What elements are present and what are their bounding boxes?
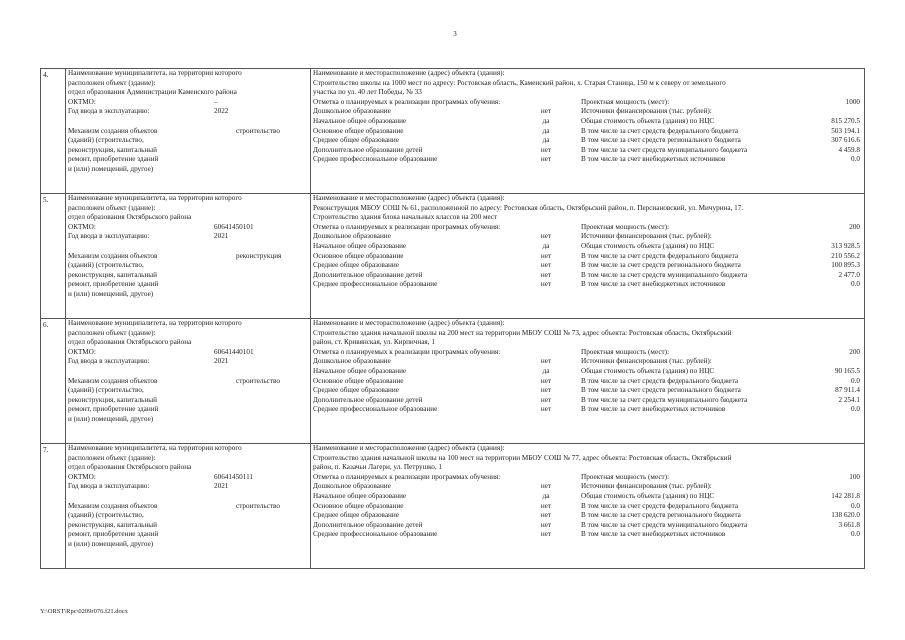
mechanism-label: (зданий) (строительство, xyxy=(68,136,144,145)
info-line xyxy=(66,415,310,425)
info-line xyxy=(66,232,310,242)
info-line xyxy=(66,252,310,262)
municipal-budget-label: В том числе за счет средств муниципального бюджета xyxy=(581,270,748,279)
address-title xyxy=(311,444,864,454)
program-line xyxy=(311,367,864,377)
regional-budget-label: В том числе за счет средств регионального бюджета xyxy=(581,261,741,270)
info-line xyxy=(66,530,310,540)
capacity-value: 200 xyxy=(849,222,860,231)
funding-label-label: Источники финансирования (тыс. рублей): xyxy=(581,232,712,241)
program-line xyxy=(311,271,864,281)
federal-budget-label: В том числе за счет средств федерального бюджета xyxy=(581,251,739,260)
info-line xyxy=(66,377,310,387)
table-row xyxy=(41,194,865,319)
objects-table xyxy=(40,68,865,569)
program-line xyxy=(311,155,864,165)
info-line xyxy=(66,482,310,492)
program-flag: нет xyxy=(540,405,552,414)
total-cost-label: Общая стоимость объекта (здания) по НЦС xyxy=(581,116,715,125)
education-level: Начальное общее образование xyxy=(313,491,407,500)
extrabudgetary-value: 0.0 xyxy=(851,155,860,164)
regional-budget-value: 100 895.3 xyxy=(831,261,860,270)
program-flag: да xyxy=(542,366,550,375)
program-flag: нет xyxy=(540,501,552,510)
education-level: Начальное общее образование xyxy=(313,366,407,375)
municipality-value: отдел образования Октябрьского района xyxy=(68,338,192,347)
oktmo-value: – xyxy=(214,97,218,106)
address-title xyxy=(311,194,864,204)
education-level: Дошкольное образование xyxy=(313,482,391,491)
education-level: Начальное общее образование xyxy=(313,241,407,250)
program-line xyxy=(311,261,864,271)
oktmo-value: 60641450111 xyxy=(214,472,253,481)
extrabudgetary-value: 0.0 xyxy=(851,405,860,414)
mechanism-label: Механизм создания объектов xyxy=(68,251,158,260)
program-line xyxy=(311,146,864,156)
info-line xyxy=(66,127,310,137)
program-line xyxy=(311,252,864,262)
program-line xyxy=(311,136,864,146)
program-line xyxy=(311,530,864,540)
info-line xyxy=(66,386,310,396)
info-line xyxy=(66,88,310,98)
info-line xyxy=(66,367,310,377)
programs-header xyxy=(311,348,864,358)
total-cost-value: 90 165.5 xyxy=(834,366,860,375)
education-level: Дополнительное образование детей xyxy=(313,145,423,154)
info-line xyxy=(66,473,310,483)
education-level: Дошкольное образование xyxy=(313,357,391,366)
education-level: Дополнительное образование детей xyxy=(313,395,423,404)
capacity-label: Проектная мощность (мест): xyxy=(581,222,670,231)
info-line xyxy=(66,290,310,300)
municipality-label: расположен объект (здание): xyxy=(68,78,156,87)
program-line xyxy=(311,377,864,387)
address-text: Строительство школы на 1000 мест по адресу: Ростовская область, Каменский район, х. Старая Станица, 150 м к северу от земельного xyxy=(313,78,726,87)
info-line xyxy=(66,146,310,156)
education-level: Дополнительное образование детей xyxy=(313,520,423,529)
address-label: Наименование и месторасположение (адрес) объекта (здания): xyxy=(313,69,505,77)
program-line xyxy=(311,521,864,531)
programs-header xyxy=(311,98,864,108)
info-line xyxy=(66,319,310,329)
municipality-label: Наименование муниципалитета, на территории которого xyxy=(68,444,242,452)
address-text: Строительство здания блока начальных классов на 200 мест xyxy=(313,213,498,222)
program-flag: нет xyxy=(540,270,552,279)
federal-budget-value: 210 556.2 xyxy=(831,251,860,260)
info-line xyxy=(66,454,310,464)
mechanism-label: ремонт, приобретение зданий xyxy=(68,155,159,164)
info-line xyxy=(66,155,310,165)
education-level: Дошкольное образование xyxy=(313,232,391,241)
mechanism-label: и (или) помещений, другое) xyxy=(68,164,154,173)
row-number: 7. xyxy=(41,444,66,569)
program-flag: нет xyxy=(540,155,552,164)
address-label: Наименование и месторасположение (адрес) объекта (здания): xyxy=(313,444,505,452)
mechanism-value: реконструкция xyxy=(236,251,282,260)
info-line xyxy=(66,444,310,454)
program-line xyxy=(311,232,864,242)
total-cost-value: 313 928.5 xyxy=(831,241,860,250)
federal-budget-value: 503 194.1 xyxy=(831,126,860,135)
mechanism-label: и (или) помещений, другое) xyxy=(68,539,154,548)
program-line xyxy=(311,405,864,415)
programs-header xyxy=(311,473,864,483)
municipality-label: расположен объект (здание): xyxy=(68,453,156,462)
mechanism-value: строительство xyxy=(236,126,280,135)
extrabudgetary-label: В том числе за счет внебюджетных источников xyxy=(581,155,726,164)
mechanism-label: и (или) помещений, другое) xyxy=(68,414,154,423)
education-level: Дополнительное образование детей xyxy=(313,270,423,279)
municipality-value: отдел образования Администрации Каменского района xyxy=(68,88,237,97)
total-cost-label: Общая стоимость объекта (здания) по НЦС xyxy=(581,491,715,500)
education-level: Среднее общее образование xyxy=(313,511,399,520)
mechanism-label: реконструкция, капитальный xyxy=(68,145,157,154)
municipal-budget-value: 4 459.8 xyxy=(838,145,860,154)
federal-budget-label: В том числе за счет средств федерального бюджета xyxy=(581,126,739,135)
program-flag: да xyxy=(542,136,550,145)
info-line xyxy=(66,357,310,367)
programs-header xyxy=(311,223,864,233)
program-flag: нет xyxy=(540,520,552,529)
program-line xyxy=(311,357,864,367)
oktmo-value: 60641450101 xyxy=(214,222,254,231)
program-flag: да xyxy=(542,241,550,250)
program-line xyxy=(311,107,864,117)
table-row xyxy=(41,69,865,194)
extrabudgetary-label: В том числе за счет внебюджетных источников xyxy=(581,530,726,539)
address-line xyxy=(311,204,864,214)
table-row xyxy=(41,444,865,569)
mechanism-label: реконструкция, капитальный xyxy=(68,270,157,279)
program-flag: да xyxy=(542,116,550,125)
program-flag: нет xyxy=(540,261,552,270)
address-line xyxy=(311,213,864,223)
object-details-cell xyxy=(311,444,865,569)
object-info-cell xyxy=(66,444,311,569)
object-details-cell xyxy=(311,319,865,444)
mechanism-label: ремонт, приобретение зданий xyxy=(68,405,159,414)
address-text: район, п. Казачьи Лагери, ул. Петрушко, 1 xyxy=(313,463,443,472)
info-line xyxy=(66,348,310,358)
oktmo-label: ОКТМО: xyxy=(68,97,96,106)
mechanism-label: ремонт, приобретение зданий xyxy=(68,280,159,289)
total-cost-label: Общая стоимость объекта (здания) по НЦС xyxy=(581,366,715,375)
federal-budget-value: 0.0 xyxy=(851,376,860,385)
info-line xyxy=(66,521,310,531)
federal-budget-label: В том числе за счет средств федерального бюджета xyxy=(581,501,739,510)
mechanism-label: реконструкция, капитальный xyxy=(68,395,157,404)
program-line xyxy=(311,502,864,512)
address-text: Реконструкция МБОУ СОШ № 61, расположенной по адресу: Ростовская область, Октябрьский район, п. Персиановский, ул. Мичурина, 17. xyxy=(313,203,744,212)
regional-budget-value: 138 620.0 xyxy=(831,511,860,520)
info-line xyxy=(66,261,310,271)
municipality-label: расположен объект (здание): xyxy=(68,328,156,337)
education-level: Основное общее образование xyxy=(313,501,404,510)
address-title xyxy=(311,69,864,79)
total-cost-label: Общая стоимость объекта (здания) по НЦС xyxy=(581,241,715,250)
info-line xyxy=(66,338,310,348)
info-line xyxy=(66,329,310,339)
program-flag: нет xyxy=(540,357,552,366)
total-cost-value: 142 281.8 xyxy=(831,491,860,500)
info-line xyxy=(66,492,310,502)
program-flag: нет xyxy=(540,511,552,520)
program-flag: нет xyxy=(540,386,552,395)
info-line xyxy=(66,463,310,473)
program-line xyxy=(311,492,864,502)
federal-budget-value: 0.0 xyxy=(851,501,860,510)
info-line xyxy=(66,223,310,233)
education-level: Дошкольное образование xyxy=(313,107,391,116)
programs-label: Отметка о планируемых к реализации программах обучения: xyxy=(313,472,501,481)
capacity-label: Проектная мощность (мест): xyxy=(581,347,670,356)
extrabudgetary-label: В том числе за счет внебюджетных источников xyxy=(581,405,726,414)
address-title xyxy=(311,319,864,329)
object-info-cell xyxy=(66,69,311,194)
object-details-cell xyxy=(311,194,865,319)
municipality-value: отдел образования Октябрьского района xyxy=(68,213,192,222)
municipal-budget-label: В том числе за счет средств муниципального бюджета xyxy=(581,145,748,154)
program-flag: да xyxy=(542,491,550,500)
info-line xyxy=(66,396,310,406)
funding-label-label: Источники финансирования (тыс. рублей): xyxy=(581,482,712,491)
program-flag: да xyxy=(542,126,550,135)
year-label: Год ввода в эксплуатацию: xyxy=(68,107,150,116)
file-path-footer: Y:\ORST\Rpc\0209r076.f21.docx xyxy=(40,608,128,615)
info-line xyxy=(66,271,310,281)
info-line xyxy=(66,79,310,89)
capacity-label: Проектная мощность (мест): xyxy=(581,472,670,481)
program-flag: нет xyxy=(540,530,552,539)
extrabudgetary-label: В том числе за счет внебюджетных источников xyxy=(581,280,726,289)
program-flag: нет xyxy=(540,482,552,491)
mechanism-label: ремонт, приобретение зданий xyxy=(68,530,159,539)
capacity-value: 200 xyxy=(849,347,860,356)
program-line xyxy=(311,482,864,492)
info-line xyxy=(66,242,310,252)
program-line xyxy=(311,242,864,252)
oktmo-label: ОКТМО: xyxy=(68,472,96,481)
page-number: 3 xyxy=(453,30,457,38)
program-line xyxy=(311,280,864,290)
info-line xyxy=(66,69,310,79)
program-line xyxy=(311,511,864,521)
info-line xyxy=(66,213,310,223)
municipal-budget-value: 2 254.1 xyxy=(838,395,860,404)
municipality-label: Наименование муниципалитета, на территории которого xyxy=(68,319,242,327)
object-details-cell xyxy=(311,69,865,194)
programs-label: Отметка о планируемых к реализации программах обучения: xyxy=(313,347,501,356)
capacity-label: Проектная мощность (мест): xyxy=(581,97,670,106)
address-text: район, ст. Кривянская, ул. Кирпичная, 1 xyxy=(313,338,435,347)
address-text: Строительство здания начальной школы на 100 мест на территории МБОУ СОШ № 77, адрес объекта: Ростовская область, Октябрьский xyxy=(313,453,732,462)
education-level: Начальное общее образование xyxy=(313,116,407,125)
address-line xyxy=(311,338,864,348)
mechanism-value: строительство xyxy=(236,376,280,385)
education-level: Среднее профессиональное образование xyxy=(313,280,438,289)
mechanism-label: (зданий) (строительство, xyxy=(68,511,144,520)
year-value: 2021 xyxy=(214,357,229,366)
programs-label: Отметка о планируемых к реализации программах обучения: xyxy=(313,222,501,231)
education-level: Основное общее образование xyxy=(313,376,404,385)
info-line xyxy=(66,165,310,175)
program-flag: нет xyxy=(540,107,552,116)
mechanism-label: Механизм создания объектов xyxy=(68,126,158,135)
oktmo-label: ОКТМО: xyxy=(68,222,96,231)
federal-budget-label: В том числе за счет средств федерального бюджета xyxy=(581,376,739,385)
address-label: Наименование и месторасположение (адрес) объекта (здания): xyxy=(313,194,505,202)
regional-budget-label: В том числе за счет средств регионального бюджета xyxy=(581,511,741,520)
municipal-budget-label: В том числе за счет средств муниципального бюджета xyxy=(581,395,748,404)
address-text: Строительство здания начальной школы на 200 мест на территории МБОУ СОШ № 73, адрес объекта: Ростовская область, Октябрьский xyxy=(313,328,732,337)
total-cost-value: 815 270.5 xyxy=(831,116,860,125)
row-number: 5. xyxy=(41,194,66,319)
year-label: Год ввода в эксплуатацию: xyxy=(68,232,150,241)
info-line xyxy=(66,117,310,127)
education-level: Основное общее образование xyxy=(313,126,404,135)
program-line xyxy=(311,396,864,406)
municipality-label: расположен объект (здание): xyxy=(68,203,156,212)
regional-budget-label: В том числе за счет средств регионального бюджета xyxy=(581,386,741,395)
program-line xyxy=(311,127,864,137)
address-label: Наименование и месторасположение (адрес) объекта (здания): xyxy=(313,319,505,327)
education-level: Среднее профессиональное образование xyxy=(313,405,438,414)
program-flag: нет xyxy=(540,280,552,289)
municipality-value: отдел образования Октябрьского района xyxy=(68,463,192,472)
extrabudgetary-value: 0.0 xyxy=(851,280,860,289)
program-flag: нет xyxy=(540,145,552,154)
program-flag: нет xyxy=(540,232,552,241)
info-line xyxy=(66,405,310,415)
funding-label-label: Источники финансирования (тыс. рублей): xyxy=(581,107,712,116)
object-info-cell xyxy=(66,319,311,444)
address-line xyxy=(311,454,864,464)
info-line xyxy=(66,107,310,117)
year-label: Год ввода в эксплуатацию: xyxy=(68,357,150,366)
education-level: Среднее общее образование xyxy=(313,136,399,145)
year-value: 2021 xyxy=(214,232,229,241)
education-level: Основное общее образование xyxy=(313,251,404,260)
year-label: Год ввода в эксплуатацию: xyxy=(68,482,150,491)
municipal-budget-value: 2 477.0 xyxy=(838,270,860,279)
mechanism-label: и (или) помещений, другое) xyxy=(68,289,154,298)
programs-label: Отметка о планируемых к реализации программах обучения: xyxy=(313,97,501,106)
capacity-value: 100 xyxy=(849,472,860,481)
address-line xyxy=(311,79,864,89)
program-flag: нет xyxy=(540,251,552,260)
regional-budget-value: 307 616.6 xyxy=(831,136,860,145)
info-line xyxy=(66,204,310,214)
mechanism-label: (зданий) (строительство, xyxy=(68,261,144,270)
capacity-value: 1000 xyxy=(845,97,860,106)
municipal-budget-label: В том числе за счет средств муниципального бюджета xyxy=(581,520,748,529)
info-line xyxy=(66,136,310,146)
year-value: 2022 xyxy=(214,107,229,116)
education-level: Среднее профессиональное образование xyxy=(313,530,438,539)
program-line xyxy=(311,386,864,396)
oktmo-label: ОКТМО: xyxy=(68,347,96,356)
object-info-cell xyxy=(66,194,311,319)
municipal-budget-value: 3 661.8 xyxy=(838,520,860,529)
education-level: Среднее профессиональное образование xyxy=(313,155,438,164)
program-flag: нет xyxy=(540,376,552,385)
municipality-label: Наименование муниципалитета, на территории которого xyxy=(68,194,242,202)
funding-label-label: Источники финансирования (тыс. рублей): xyxy=(581,357,712,366)
extrabudgetary-value: 0.0 xyxy=(851,530,860,539)
year-value: 2021 xyxy=(214,482,229,491)
program-flag: нет xyxy=(540,395,552,404)
address-text: участка по ул. 40 лет Победы, № 33 xyxy=(313,88,422,97)
program-line xyxy=(311,117,864,127)
info-line xyxy=(66,98,310,108)
info-line xyxy=(66,540,310,550)
education-level: Среднее общее образование xyxy=(313,386,399,395)
regional-budget-label: В том числе за счет средств регионального бюджета xyxy=(581,136,741,145)
oktmo-value: 60641440101 xyxy=(214,347,254,356)
info-line xyxy=(66,194,310,204)
mechanism-label: (зданий) (строительство, xyxy=(68,386,144,395)
table-row xyxy=(41,319,865,444)
address-line xyxy=(311,88,864,98)
mechanism-label: реконструкция, капитальный xyxy=(68,520,157,529)
municipality-label: Наименование муниципалитета, на территории которого xyxy=(68,69,242,77)
row-number: 6. xyxy=(41,319,66,444)
address-line xyxy=(311,329,864,339)
address-line xyxy=(311,463,864,473)
info-line xyxy=(66,502,310,512)
mechanism-value: строительство xyxy=(236,501,280,510)
regional-budget-value: 87 911.4 xyxy=(835,386,860,395)
mechanism-label: Механизм создания объектов xyxy=(68,501,158,510)
info-line xyxy=(66,511,310,521)
mechanism-label: Механизм создания объектов xyxy=(68,376,158,385)
row-number: 4. xyxy=(41,69,66,194)
education-level: Среднее общее образование xyxy=(313,261,399,270)
info-line xyxy=(66,280,310,290)
